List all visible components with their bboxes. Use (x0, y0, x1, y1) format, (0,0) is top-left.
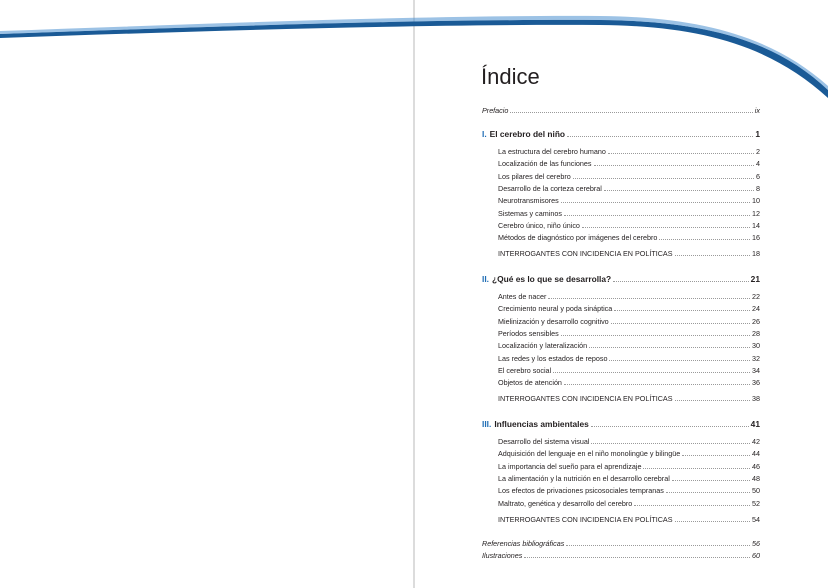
toc-entry-page: 30 (752, 341, 760, 351)
toc-entry-label: Neurotransmisores (498, 196, 559, 206)
toc-entry[interactable] (498, 302, 760, 313)
dot-leader (591, 443, 750, 444)
toc-entry-page: 8 (756, 183, 760, 193)
toc-entry-label: INTERROGANTES CON INCIDENCIA EN POLÍTICAS (498, 514, 673, 524)
dot-leader (604, 190, 754, 191)
toc-entry-label: Crecimiento neural y poda sináptica (498, 304, 613, 314)
toc-entry-label: INTERROGANTES CON INCIDENCIA EN POLÍTICAS (498, 394, 673, 404)
toc-entry-label: INTERROGANTES CON INCIDENCIA EN POLÍTICAS (498, 249, 673, 259)
toc-entry-label: Métodos de diagnóstico por imágenes del cerebro (498, 233, 658, 243)
toc-entry-page: 6 (756, 171, 760, 181)
toc-entry-label: Localización y lateralización (498, 341, 588, 351)
part-page: 21 (750, 274, 760, 284)
toc-entry[interactable] (498, 484, 760, 495)
dot-leader (594, 165, 755, 166)
toc-entry-page: 10 (752, 196, 760, 206)
toc-entry-prefacio[interactable] (482, 104, 760, 115)
dot-leader (611, 323, 750, 324)
toc-entry-label: La importancia del sueño para el aprendizaje (498, 461, 642, 471)
toc-entry-page: ix (754, 106, 760, 115)
toc-entry-label: La estructura del cerebro humano (498, 147, 606, 156)
toc-entry-label: Referencias bibliográficas (482, 539, 565, 548)
dot-leader (675, 400, 750, 401)
toc-entry-label: El cerebro social (498, 365, 552, 375)
toc-entry-page: 28 (752, 328, 760, 338)
toc-entry-page: 60 (752, 551, 760, 560)
part-number: I. (482, 129, 487, 139)
toc-entry[interactable] (498, 247, 760, 258)
toc-entry-referencias[interactable] (482, 537, 760, 548)
dot-leader (553, 372, 750, 373)
dot-leader (659, 239, 750, 240)
toc-entry[interactable] (498, 207, 760, 218)
toc-entry-label: Objetos de atención (498, 378, 562, 388)
toc-entry-label: Antes de nacer (498, 292, 547, 301)
toc-part-3[interactable] (482, 417, 760, 429)
dot-leader (589, 347, 750, 348)
dot-leader (582, 227, 750, 228)
dot-leader (643, 468, 750, 469)
dot-leader (561, 335, 750, 336)
toc-entry-label: Localización de las funciones (498, 159, 592, 169)
part-number: III. (482, 419, 492, 429)
toc-entry-page: 34 (752, 365, 760, 375)
part-title: ¿Qué es lo que se desarrolla? (491, 274, 612, 284)
part-title: Influencias ambientales (494, 419, 589, 429)
toc-entry-page: 26 (752, 316, 760, 326)
toc-entry[interactable] (498, 315, 760, 326)
toc-entry[interactable] (498, 182, 760, 193)
toc-entry[interactable] (498, 327, 760, 338)
toc-entry[interactable] (498, 376, 760, 387)
toc-entry-page: 44 (752, 449, 760, 459)
toc-entry[interactable] (498, 194, 760, 205)
dot-leader (548, 298, 750, 299)
toc-entry-label: Desarrollo de la corteza cerebral (498, 183, 602, 193)
toc-entry-page: 16 (752, 233, 760, 243)
toc-entry[interactable] (498, 364, 760, 375)
toc-entry-page: 24 (752, 304, 760, 314)
toc-entry-label: Cerebro único, niño único (498, 220, 580, 230)
part-page: 1 (755, 129, 760, 139)
toc-entry-page: 38 (752, 394, 760, 404)
toc-entry-page: 2 (756, 147, 760, 156)
toc-entry-label: Mielinización y desarrollo cognitivo (498, 316, 609, 326)
toc-entry-label: Prefacio (482, 106, 509, 115)
toc-entry-page: 42 (752, 437, 760, 446)
dot-leader (675, 255, 750, 256)
toc-entry-page: 14 (752, 220, 760, 230)
toc-entry[interactable] (498, 219, 760, 230)
toc-entry-label: Maltrato, genética y desarrollo del cerebro (498, 498, 633, 508)
toc-entry-page: 32 (752, 353, 760, 363)
toc-entry-page: 18 (752, 249, 760, 259)
toc-entry-label: Ilustraciones (482, 551, 523, 560)
toc-entry-ilustraciones[interactable] (482, 549, 760, 560)
toc-entry-page: 12 (752, 208, 760, 218)
toc-entry[interactable] (498, 472, 760, 483)
toc-entry[interactable] (498, 392, 760, 403)
dot-leader (609, 360, 750, 361)
dot-leader (573, 178, 754, 179)
page-title: Índice (481, 64, 540, 89)
toc-entry-page: 50 (752, 486, 760, 496)
toc-entry[interactable] (498, 352, 760, 363)
toc-entry-page: 48 (752, 473, 760, 483)
dot-leader (634, 505, 750, 506)
toc-entry-label: Los pilares del cerebro (498, 171, 571, 181)
toc-entry-page: 56 (752, 539, 760, 548)
dot-leader (682, 455, 750, 456)
toc-entry-label: Sistemas y caminos (498, 208, 562, 218)
toc-entry-page: 54 (752, 514, 760, 524)
toc-entry-page: 4 (756, 159, 760, 169)
toc-entry-page: 36 (752, 378, 760, 388)
toc-entry-label: Las redes y los estados de reposo (498, 353, 608, 363)
part-page: 41 (750, 419, 760, 429)
dot-leader (666, 492, 750, 493)
toc-entry[interactable] (498, 170, 760, 181)
dot-leader (608, 153, 754, 154)
toc-entry-page: 22 (752, 292, 760, 301)
dot-leader (614, 310, 750, 311)
toc-part-1[interactable] (482, 127, 760, 139)
toc-entry-page: 52 (752, 498, 760, 508)
toc-entry-label: La alimentación y la nutrición en el desarrollo cerebral (498, 473, 670, 483)
toc-entry[interactable] (498, 513, 760, 524)
toc-entry[interactable] (498, 290, 760, 301)
dot-leader (564, 215, 750, 216)
part-title: El cerebro del niño (489, 129, 566, 139)
toc-entry[interactable] (498, 460, 760, 471)
toc-entry[interactable] (498, 497, 760, 508)
dot-leader (564, 384, 750, 385)
toc-entry-label: Desarrollo del sistema visual (498, 437, 590, 446)
dot-leader (675, 521, 750, 522)
toc-entry[interactable] (498, 145, 760, 156)
toc-entry[interactable] (498, 231, 760, 242)
toc-entry-page: 46 (752, 461, 760, 471)
toc-entry-label: Adquisición del lenguaje en el niño monolingüe y bilingüe (498, 449, 681, 459)
dot-leader (672, 480, 750, 481)
toc-entry-label: Los efectos de privaciones psicosociales tempranas (498, 486, 664, 496)
toc-entry[interactable] (498, 157, 760, 168)
part-number: II. (482, 274, 489, 284)
toc-part-2[interactable] (482, 272, 760, 284)
toc-entry[interactable] (498, 447, 760, 458)
toc-entry[interactable] (498, 435, 760, 446)
toc-entry[interactable] (498, 339, 760, 350)
toc-entry-label: Períodos sensibles (498, 328, 559, 338)
dot-leader (561, 202, 750, 203)
